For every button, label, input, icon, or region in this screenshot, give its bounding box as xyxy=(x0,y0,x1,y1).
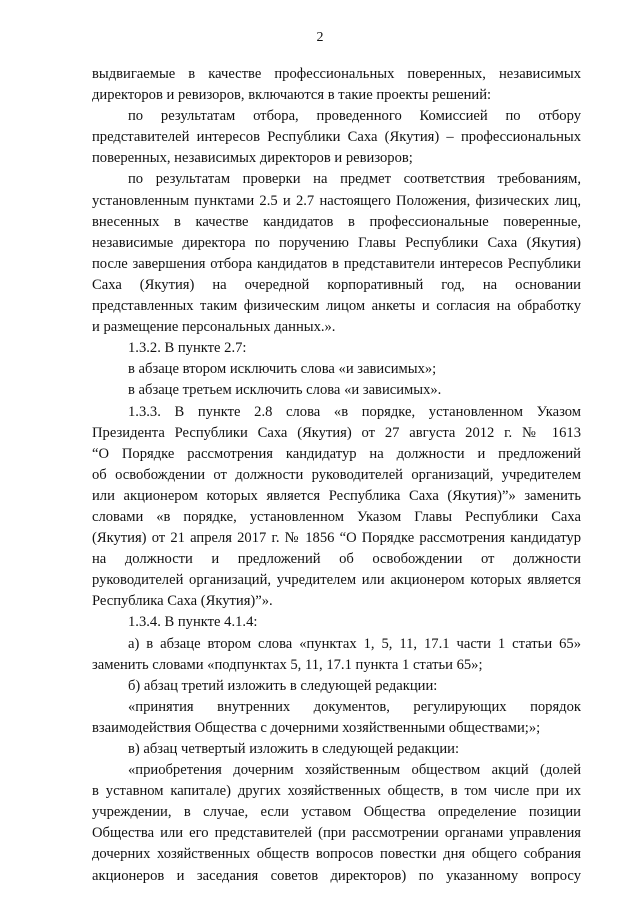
text-line: (Якутия) от 21 апреля 2017 г. № 1856 “О Порядке рассмотрения кандидатур xyxy=(92,530,581,547)
text-line: 1.3.3. В пункте 2.8 слова «в порядке, установленном Указом xyxy=(128,403,581,420)
text-line: по результатам проверки на предмет соответствия требованиям, xyxy=(128,171,581,188)
text-line: «приобретения дочерним хозяйственным обществом акций (долей xyxy=(128,762,581,779)
text-line: Саха (Якутия) на очередной корпоративный год, на основании xyxy=(92,276,581,293)
text-line: представленных таким физическим лицом анкеты и согласия на обработку xyxy=(92,298,581,315)
text-line: Республика Саха (Якутия)”». xyxy=(92,593,273,610)
text-line: 1.3.2. В пункте 2.7: xyxy=(128,340,247,357)
text-line: Президента Республики Саха (Якутия) от 27 августа 2012 г. № 1613 xyxy=(92,424,581,441)
text-line: на должности и предложений об освобождении от должности xyxy=(92,551,581,568)
text-line: в абзаце втором исключить слова «и зависимых»; xyxy=(128,361,437,378)
text-line: словами «в порядке, установленном Указом Главы Республики Саха xyxy=(92,508,581,525)
text-line: заменить словами «подпунктах 5, 11, 17.1 пункта 1 статьи 65»; xyxy=(92,656,483,673)
text-line: по результатам отбора, проведенного Комиссией по отбору xyxy=(128,108,581,125)
text-line: внесенных в качестве кандидатов в профессиональные поверенные, xyxy=(92,213,581,230)
text-line: учреждении, в случае, если уставом Общества определение позиции xyxy=(92,804,581,821)
text-line: директоров и ревизоров, включаются в такие проекты решений: xyxy=(92,87,492,104)
text-line: руководителей организаций, учредителем или акционером которых является xyxy=(92,572,581,589)
text-line: или акционером которых является Республика Саха (Якутия)”» заменить xyxy=(92,487,581,504)
text-line: после завершения отбора кандидатов в представители интересов Республики xyxy=(92,255,581,272)
document-body xyxy=(92,64,581,887)
text-line: и размещение персональных данных.». xyxy=(92,319,336,336)
text-line: об освобождении от должности руководителей организаций, учредителем xyxy=(92,466,581,483)
text-line: установленным пунктами 2.5 и 2.7 настоящего Положения, физических лиц, xyxy=(92,192,581,209)
text-line: а) в абзаце втором слова «пунктах 1, 5, 11, 17.1 части 1 статьи 65» xyxy=(128,635,581,652)
text-line: в абзаце третьем исключить слова «и зависимых». xyxy=(128,382,442,399)
text-line: б) абзац третий изложить в следующей редакции: xyxy=(128,677,438,694)
text-line: Общества или его представителей (при рассмотрении органами управления xyxy=(92,825,581,842)
text-line: «принятия внутренних документов, регулирующих порядок xyxy=(128,698,581,715)
text-line: акционеров и заседания советов директоров) по указанному вопросу xyxy=(92,867,581,884)
text-line: в) абзац четвертый изложить в следующей редакции: xyxy=(128,741,460,757)
text-line: представителей интересов Республики Саха (Якутия) – профессиональных xyxy=(92,129,581,146)
text-line: независимые директора по поручению Главы Республики Саха (Якутия) xyxy=(92,234,581,251)
text-line: взаимодействия Общества с дочерними хозяйственными обществами;»; xyxy=(92,719,541,736)
text-line: выдвигаемые в качестве профессиональных поверенных, независимых xyxy=(92,66,581,82)
text-line: дочерних хозяйственных обществ вопросов повестки дня общего собрания xyxy=(92,846,581,863)
page-number: 2 xyxy=(316,30,324,45)
text-line: в уставном капитале) других хозяйственных обществ, в том числе при их xyxy=(92,783,581,800)
text-line: поверенных, независимых директоров и ревизоров; xyxy=(92,150,413,167)
text-line: 1.3.4. В пункте 4.1.4: xyxy=(128,614,258,631)
text-line: “О Порядке рассмотрения кандидатур на должности и предложений xyxy=(92,445,581,462)
